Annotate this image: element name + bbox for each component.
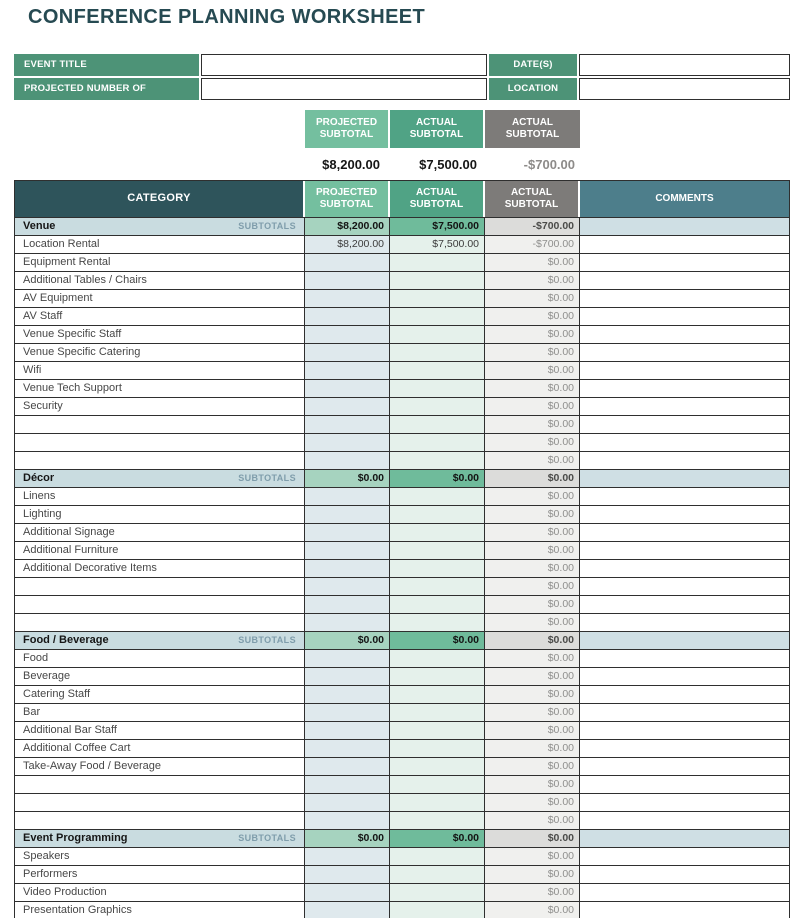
dates-label: DATE(S): [489, 54, 577, 76]
actual-subtotal-cell[interactable]: [390, 488, 485, 506]
section-name-cell: [15, 470, 305, 488]
category-cell[interactable]: [15, 776, 305, 794]
category-cell[interactable]: Food: [15, 650, 305, 668]
comments-cell[interactable]: [580, 776, 789, 794]
summary-actual-subtotal-diff-header: ACTUAL SUBTOTAL: [485, 110, 580, 148]
summary-projected-subtotal-header: PROJECTED SUBTOTAL: [305, 110, 390, 148]
table-row: [15, 848, 789, 866]
actual-subtotal-diff-cell[interactable]: $0.00: [485, 812, 580, 830]
category-cell[interactable]: [15, 596, 305, 614]
table-row: [15, 704, 789, 722]
section-subtotal-row: [15, 470, 789, 488]
table-row: [15, 758, 789, 776]
category-cell[interactable]: Linens: [15, 488, 305, 506]
actual-subtotal-cell[interactable]: $7,500.00: [390, 236, 485, 254]
projected-subtotal-cell[interactable]: [305, 326, 390, 344]
summary-actual-subtotal-diff-value[interactable]: -$700.00: [523, 156, 575, 172]
actual-subtotal-diff-cell[interactable]: $0.00: [485, 560, 580, 578]
projected-subtotal-cell[interactable]: [305, 596, 390, 614]
actual-subtotal-diff-cell[interactable]: $0.00: [485, 380, 580, 398]
actual-subtotal-cell[interactable]: [390, 290, 485, 308]
category-cell[interactable]: [15, 452, 305, 470]
projected-subtotal-cell[interactable]: [305, 272, 390, 290]
projected-subtotal-cell[interactable]: [305, 902, 390, 918]
comments-cell[interactable]: [580, 578, 789, 596]
actual-subtotal-diff-cell[interactable]: $0.00: [485, 848, 580, 866]
summary-values-row: [305, 148, 580, 180]
event-info-row-1: [14, 54, 790, 76]
actual-subtotal-diff-cell[interactable]: $0.00: [485, 758, 580, 776]
category-cell[interactable]: [15, 416, 305, 434]
projected-subtotal-cell[interactable]: [305, 794, 390, 812]
table-row: [15, 794, 789, 812]
actual-subtotal-diff-cell[interactable]: $0.00: [485, 794, 580, 812]
category-cell[interactable]: [15, 578, 305, 596]
comments-cell[interactable]: [580, 398, 789, 416]
actual-subtotal-diff-cell[interactable]: $0.00: [485, 488, 580, 506]
table-row: [15, 254, 789, 272]
category-cell[interactable]: Security: [15, 398, 305, 416]
table-row: [15, 668, 789, 686]
comments-cell[interactable]: [580, 704, 789, 722]
projected-subtotal-cell[interactable]: [305, 254, 390, 272]
section-actual-subtotal-cell[interactable]: $0.00: [390, 470, 485, 488]
projected-subtotal-cell[interactable]: [305, 524, 390, 542]
actual-subtotal-cell[interactable]: [390, 452, 485, 470]
category-cell[interactable]: Wifi: [15, 362, 305, 380]
section-actual-subtotal-cell[interactable]: $7,500.00: [390, 218, 485, 236]
category-cell[interactable]: Video Production: [15, 884, 305, 902]
category-cell[interactable]: Additional Coffee Cart: [15, 740, 305, 758]
table-body: [15, 218, 789, 918]
actual-subtotal-diff-cell[interactable]: $0.00: [485, 362, 580, 380]
section-actual-subtotal-diff-cell[interactable]: $0.00: [485, 632, 580, 650]
projected-subtotal-cell[interactable]: [305, 416, 390, 434]
comments-cell[interactable]: [580, 380, 789, 398]
comments-cell[interactable]: [580, 884, 789, 902]
projected-subtotal-cell[interactable]: [305, 614, 390, 632]
category-cell[interactable]: Beverage: [15, 668, 305, 686]
actual-subtotal-diff-cell[interactable]: $0.00: [485, 650, 580, 668]
section-name: Event Programming: [23, 832, 128, 844]
comments-cell[interactable]: [580, 362, 789, 380]
comments-cell[interactable]: [580, 614, 789, 632]
actual-subtotal-diff-cell[interactable]: $0.00: [485, 578, 580, 596]
subtotals-label: SUBTOTALS: [238, 635, 296, 645]
table-row: [15, 272, 789, 290]
section-name: Décor: [23, 472, 55, 484]
projected-subtotal-cell[interactable]: [305, 812, 390, 830]
projected-subtotal-cell[interactable]: [305, 704, 390, 722]
comments-cell[interactable]: [580, 236, 789, 254]
projected-subtotal-cell[interactable]: [305, 488, 390, 506]
attendees-input[interactable]: [201, 78, 487, 100]
table-row: [15, 542, 789, 560]
dates-input[interactable]: [579, 54, 790, 76]
actual-subtotal-diff-cell[interactable]: $0.00: [485, 506, 580, 524]
projected-subtotal-cell[interactable]: [305, 380, 390, 398]
projected-subtotal-cell[interactable]: [305, 398, 390, 416]
table-row: [15, 560, 789, 578]
column-header-category: CATEGORY: [15, 181, 305, 217]
budget-table: [14, 180, 790, 918]
section-name-cell: [15, 218, 305, 236]
projected-subtotal-cell[interactable]: [305, 650, 390, 668]
category-cell[interactable]: Venue Specific Staff: [15, 326, 305, 344]
subtotals-label: SUBTOTALS: [238, 473, 296, 483]
projected-subtotal-cell[interactable]: [305, 776, 390, 794]
summary-actual-subtotal-value[interactable]: $7,500.00: [419, 156, 477, 172]
category-cell[interactable]: Presentation Graphics: [15, 902, 305, 918]
actual-subtotal-cell[interactable]: [390, 434, 485, 452]
table-row: [15, 812, 789, 830]
actual-subtotal-cell[interactable]: [390, 272, 485, 290]
table-row: [15, 866, 789, 884]
actual-subtotal-diff-cell[interactable]: $0.00: [485, 416, 580, 434]
actual-subtotal-diff-cell[interactable]: $0.00: [485, 398, 580, 416]
actual-subtotal-cell[interactable]: [390, 326, 485, 344]
table-row: [15, 506, 789, 524]
section-name: Food / Beverage: [23, 634, 109, 646]
section-comments-cell[interactable]: [580, 218, 789, 236]
actual-subtotal-diff-cell[interactable]: $0.00: [485, 668, 580, 686]
table-row: [15, 884, 789, 902]
category-cell[interactable]: Additional Furniture: [15, 542, 305, 560]
actual-subtotal-diff-cell[interactable]: $0.00: [485, 272, 580, 290]
table-row: [15, 722, 789, 740]
actual-subtotal-diff-cell[interactable]: $0.00: [485, 884, 580, 902]
actual-subtotal-cell[interactable]: [390, 812, 485, 830]
actual-subtotal-cell[interactable]: [390, 542, 485, 560]
subtotals-label: SUBTOTALS: [238, 221, 296, 231]
column-header-actual-subtotal: ACTUAL SUBTOTAL: [390, 181, 485, 217]
actual-subtotal-cell[interactable]: [390, 902, 485, 918]
table-row: [15, 380, 789, 398]
section-subtotal-row: [15, 830, 789, 848]
projected-subtotal-cell[interactable]: [305, 344, 390, 362]
category-cell[interactable]: [15, 812, 305, 830]
projected-subtotal-cell[interactable]: [305, 308, 390, 326]
category-cell[interactable]: [15, 614, 305, 632]
projected-subtotal-cell[interactable]: [305, 758, 390, 776]
comments-cell[interactable]: [580, 758, 789, 776]
projected-subtotal-cell[interactable]: $8,200.00: [305, 236, 390, 254]
actual-subtotal-cell[interactable]: [390, 668, 485, 686]
location-label: LOCATION: [489, 78, 577, 100]
section-projected-subtotal-cell[interactable]: $0.00: [305, 632, 390, 650]
table-row: [15, 776, 789, 794]
actual-subtotal-cell[interactable]: [390, 794, 485, 812]
actual-subtotal-diff-cell[interactable]: $0.00: [485, 542, 580, 560]
projected-subtotal-cell[interactable]: [305, 560, 390, 578]
event-title-label: EVENT TITLE: [14, 54, 199, 76]
actual-subtotal-diff-cell[interactable]: -$700.00: [485, 236, 580, 254]
actual-subtotal-diff-cell[interactable]: $0.00: [485, 290, 580, 308]
comments-cell[interactable]: [580, 308, 789, 326]
category-cell[interactable]: AV Equipment: [15, 290, 305, 308]
event-info-section: [14, 54, 790, 116]
table-row: [15, 344, 789, 362]
comments-cell[interactable]: [580, 650, 789, 668]
comments-cell[interactable]: [580, 272, 789, 290]
comments-cell[interactable]: [580, 740, 789, 758]
table-row: [15, 740, 789, 758]
actual-subtotal-cell[interactable]: [390, 884, 485, 902]
table-row: [15, 650, 789, 668]
table-row: [15, 524, 789, 542]
section-subtotal-row: [15, 218, 789, 236]
projected-subtotal-cell[interactable]: [305, 848, 390, 866]
actual-subtotal-cell[interactable]: [390, 596, 485, 614]
comments-cell[interactable]: [580, 290, 789, 308]
comments-cell[interactable]: [580, 794, 789, 812]
category-cell[interactable]: Bar: [15, 704, 305, 722]
section-name-cell: [15, 632, 305, 650]
actual-subtotal-diff-cell[interactable]: $0.00: [485, 596, 580, 614]
actual-subtotal-cell[interactable]: [390, 722, 485, 740]
comments-cell[interactable]: [580, 416, 789, 434]
category-cell[interactable]: Additional Signage: [15, 524, 305, 542]
comments-cell[interactable]: [580, 668, 789, 686]
section-comments-cell[interactable]: [580, 632, 789, 650]
projected-subtotal-cell[interactable]: [305, 434, 390, 452]
table-row: [15, 596, 789, 614]
column-header-comments: COMMENTS: [580, 181, 789, 217]
category-cell[interactable]: [15, 794, 305, 812]
actual-subtotal-cell[interactable]: [390, 524, 485, 542]
actual-subtotal-diff-cell[interactable]: $0.00: [485, 254, 580, 272]
attendees-label: PROJECTED NUMBER OF ATTENDEES: [14, 78, 199, 100]
projected-subtotal-cell[interactable]: [305, 290, 390, 308]
table-row: [15, 326, 789, 344]
table-row: [15, 308, 789, 326]
table-row: [15, 614, 789, 632]
section-projected-subtotal-cell[interactable]: $0.00: [305, 830, 390, 848]
category-cell[interactable]: Venue Tech Support: [15, 380, 305, 398]
comments-cell[interactable]: [580, 326, 789, 344]
table-row: [15, 236, 789, 254]
summary-actual-subtotal-header: ACTUAL SUBTOTAL: [390, 110, 485, 148]
actual-subtotal-diff-cell[interactable]: $0.00: [485, 776, 580, 794]
column-header-projected-subtotal: PROJECTED SUBTOTAL: [305, 181, 390, 217]
actual-subtotal-diff-cell[interactable]: $0.00: [485, 902, 580, 918]
comments-cell[interactable]: [580, 542, 789, 560]
category-cell[interactable]: Performers: [15, 866, 305, 884]
category-cell[interactable]: [15, 434, 305, 452]
actual-subtotal-cell[interactable]: [390, 686, 485, 704]
projected-subtotal-cell[interactable]: [305, 362, 390, 380]
projected-subtotal-cell[interactable]: [305, 506, 390, 524]
table-row: [15, 686, 789, 704]
section-name: Venue: [23, 220, 56, 232]
table-row: [15, 290, 789, 308]
projected-subtotal-cell[interactable]: [305, 866, 390, 884]
actual-subtotal-cell[interactable]: [390, 308, 485, 326]
comments-cell[interactable]: [580, 902, 789, 918]
section-subtotal-row: [15, 632, 789, 650]
projected-subtotal-cell[interactable]: [305, 542, 390, 560]
projected-subtotal-cell[interactable]: [305, 740, 390, 758]
section-actual-subtotal-diff-cell[interactable]: $0.00: [485, 470, 580, 488]
actual-subtotal-diff-cell[interactable]: $0.00: [485, 524, 580, 542]
actual-subtotal-cell[interactable]: [390, 560, 485, 578]
section-name-cell: [15, 830, 305, 848]
comments-cell[interactable]: [580, 434, 789, 452]
comments-cell[interactable]: [580, 452, 789, 470]
section-actual-subtotal-diff-cell[interactable]: -$700.00: [485, 218, 580, 236]
actual-subtotal-cell[interactable]: [390, 578, 485, 596]
page-title: CONFERENCE PLANNING WORKSHEET: [28, 6, 426, 28]
section-actual-subtotal-cell[interactable]: $0.00: [390, 830, 485, 848]
actual-subtotal-cell[interactable]: [390, 614, 485, 632]
table-row: [15, 398, 789, 416]
table-row: [15, 488, 789, 506]
table-row: [15, 452, 789, 470]
projected-subtotal-cell[interactable]: [305, 578, 390, 596]
actual-subtotal-cell[interactable]: [390, 344, 485, 362]
summary-projected-subtotal-value[interactable]: $8,200.00: [322, 156, 380, 172]
table-row: [15, 362, 789, 380]
actual-subtotal-cell[interactable]: [390, 650, 485, 668]
event-info-row-2: [14, 78, 790, 116]
comments-cell[interactable]: [580, 488, 789, 506]
actual-subtotal-cell[interactable]: [390, 776, 485, 794]
actual-subtotal-diff-cell[interactable]: $0.00: [485, 614, 580, 632]
category-cell[interactable]: Equipment Rental: [15, 254, 305, 272]
comments-cell[interactable]: [580, 506, 789, 524]
category-cell[interactable]: Location Rental: [15, 236, 305, 254]
projected-subtotal-cell[interactable]: [305, 722, 390, 740]
comments-cell[interactable]: [580, 254, 789, 272]
section-actual-subtotal-diff-cell[interactable]: $0.00: [485, 830, 580, 848]
category-cell[interactable]: AV Staff: [15, 308, 305, 326]
actual-subtotal-cell[interactable]: [390, 866, 485, 884]
actual-subtotal-cell[interactable]: [390, 416, 485, 434]
actual-subtotal-diff-cell[interactable]: $0.00: [485, 452, 580, 470]
comments-cell[interactable]: [580, 722, 789, 740]
actual-subtotal-cell[interactable]: [390, 398, 485, 416]
actual-subtotal-cell[interactable]: [390, 848, 485, 866]
actual-subtotal-cell[interactable]: [390, 740, 485, 758]
comments-cell[interactable]: [580, 524, 789, 542]
category-cell[interactable]: Speakers: [15, 848, 305, 866]
subtotals-label: SUBTOTALS: [238, 833, 296, 843]
category-cell[interactable]: Lighting: [15, 506, 305, 524]
comments-cell[interactable]: [580, 596, 789, 614]
actual-subtotal-cell[interactable]: [390, 506, 485, 524]
table-header-row: [15, 181, 789, 218]
actual-subtotal-cell[interactable]: [390, 362, 485, 380]
projected-subtotal-cell[interactable]: [305, 452, 390, 470]
actual-subtotal-diff-cell[interactable]: $0.00: [485, 434, 580, 452]
projected-subtotal-cell[interactable]: [305, 884, 390, 902]
summary-header-row: [305, 110, 580, 148]
actual-subtotal-diff-cell[interactable]: $0.00: [485, 866, 580, 884]
actual-subtotal-diff-cell[interactable]: $0.00: [485, 686, 580, 704]
column-header-actual-subtotal-diff: ACTUAL SUBTOTAL: [485, 181, 580, 217]
table-row: [15, 416, 789, 434]
actual-subtotal-diff-cell[interactable]: $0.00: [485, 308, 580, 326]
comments-cell[interactable]: [580, 812, 789, 830]
table-row: [15, 578, 789, 596]
section-projected-subtotal-cell[interactable]: $8,200.00: [305, 218, 390, 236]
comments-cell[interactable]: [580, 344, 789, 362]
event-title-input[interactable]: [201, 54, 487, 76]
comments-cell[interactable]: [580, 560, 789, 578]
table-row: [15, 434, 789, 452]
location-input[interactable]: [579, 78, 790, 100]
category-cell[interactable]: Take-Away Food / Beverage: [15, 758, 305, 776]
actual-subtotal-diff-cell[interactable]: $0.00: [485, 740, 580, 758]
category-cell[interactable]: Additional Bar Staff: [15, 722, 305, 740]
actual-subtotal-cell[interactable]: [390, 758, 485, 776]
comments-cell[interactable]: [580, 866, 789, 884]
category-cell[interactable]: Additional Decorative Items: [15, 560, 305, 578]
comments-cell[interactable]: [580, 686, 789, 704]
actual-subtotal-diff-cell[interactable]: $0.00: [485, 722, 580, 740]
category-cell[interactable]: Catering Staff: [15, 686, 305, 704]
table-row: [15, 902, 789, 918]
actual-subtotal-diff-cell[interactable]: $0.00: [485, 704, 580, 722]
projected-subtotal-cell[interactable]: [305, 686, 390, 704]
projected-subtotal-cell[interactable]: [305, 668, 390, 686]
summary-section: [305, 110, 580, 180]
actual-subtotal-cell[interactable]: [390, 380, 485, 398]
actual-subtotal-diff-cell[interactable]: $0.00: [485, 344, 580, 362]
actual-subtotal-cell[interactable]: [390, 254, 485, 272]
section-comments-cell[interactable]: [580, 470, 789, 488]
category-cell[interactable]: Additional Tables / Chairs: [15, 272, 305, 290]
category-cell[interactable]: Venue Specific Catering: [15, 344, 305, 362]
section-projected-subtotal-cell[interactable]: $0.00: [305, 470, 390, 488]
actual-subtotal-diff-cell[interactable]: $0.00: [485, 326, 580, 344]
section-actual-subtotal-cell[interactable]: $0.00: [390, 632, 485, 650]
actual-subtotal-cell[interactable]: [390, 704, 485, 722]
section-comments-cell[interactable]: [580, 830, 789, 848]
comments-cell[interactable]: [580, 848, 789, 866]
